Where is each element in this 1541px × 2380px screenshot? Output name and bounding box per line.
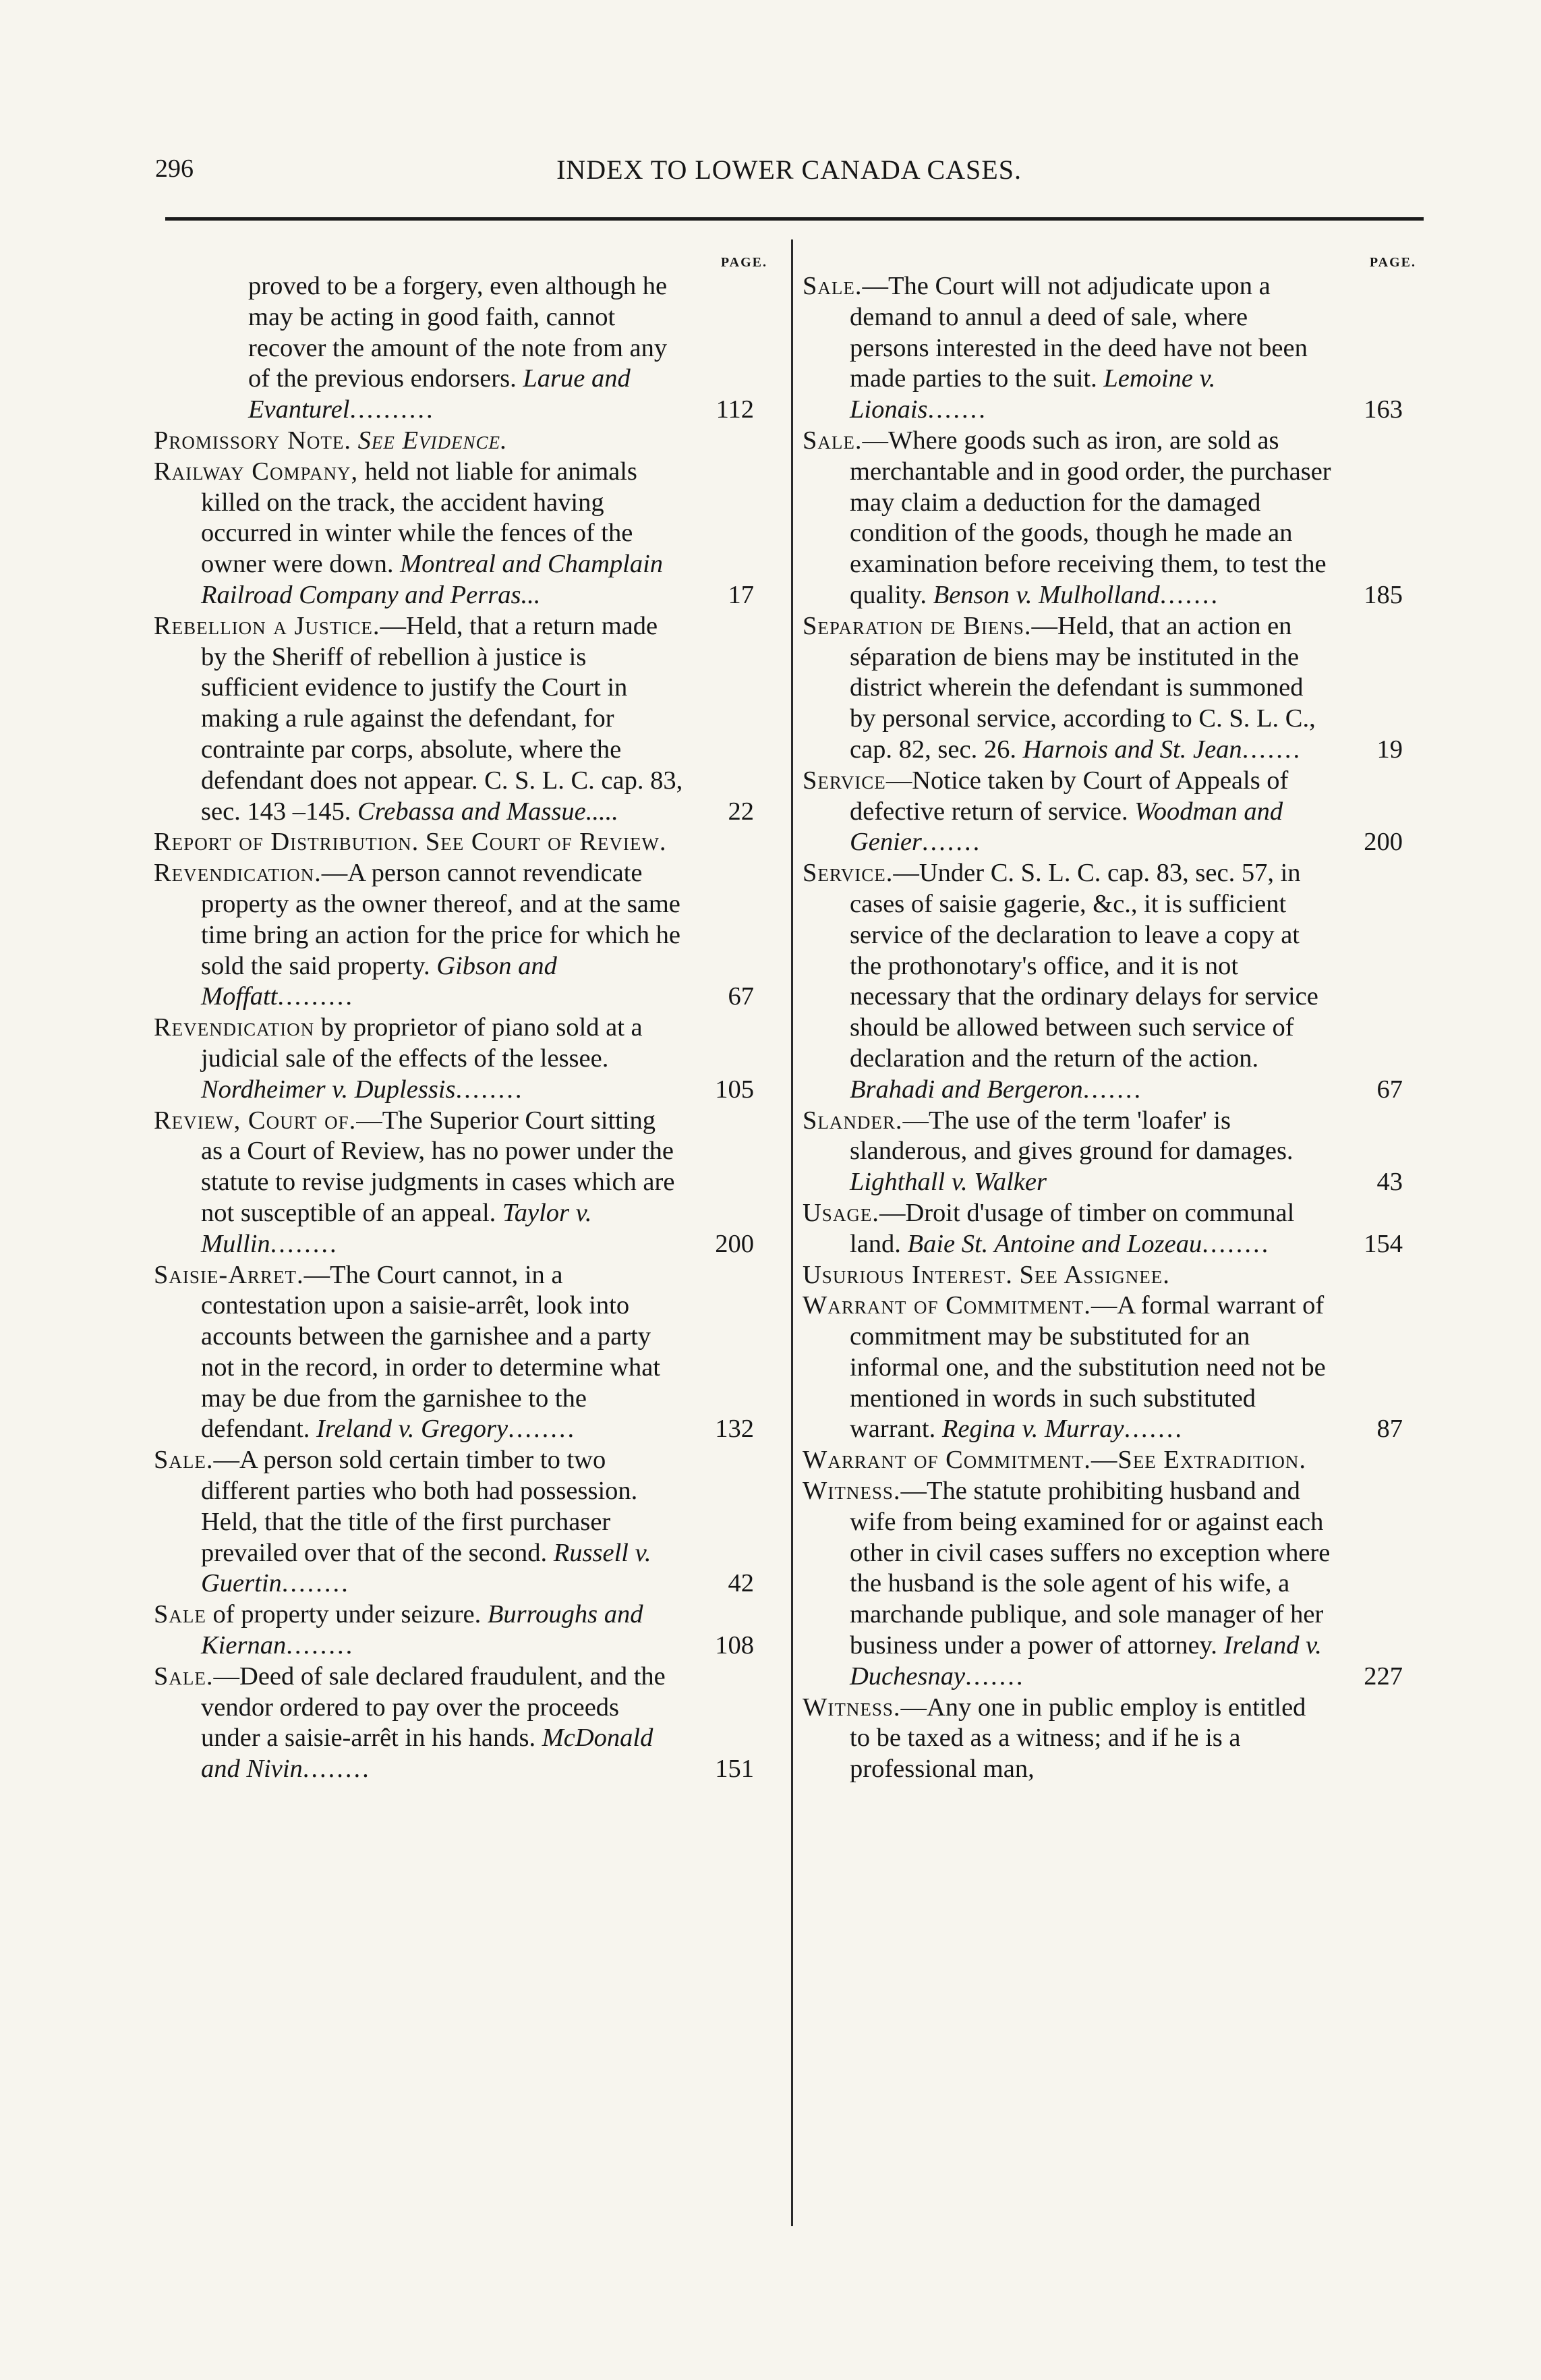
index-entry	[154, 457, 774, 611]
entry-case: Regina v. Murray	[941, 1415, 1124, 1444]
column-divider	[791, 239, 793, 2226]
entry-page-ref: 132	[715, 1415, 754, 1444]
index-entry: Witness.—The statute prohibiting husband and wife from being examined for or against each other in civil cases suffers no exception where the husband is the sole agent of his wife, a marchande publique, and sole manager of her business under a power of attorney. Ireland v. Duchesnay....... 227	[803, 1476, 1423, 1693]
entry-heading: Warrant of Commitment.	[803, 1446, 1091, 1475]
entry-text: —The Superior Court sitting as a Court of Review, has no power under the statute to revise judgments in cases which are not susceptible of an appeal.	[201, 1106, 675, 1227]
entry-text: of property under seizure.	[212, 1600, 482, 1629]
entry-text: —The Court will not adjudicate upon a demand to annul a deed of sale, where persons interested in the deed have not been made parties to the suit.	[850, 272, 1308, 393]
entry-page-ref: 105	[715, 1075, 754, 1104]
right-column	[803, 255, 1423, 1785]
entry-case: Ireland v. Duchesnay	[850, 1631, 1322, 1691]
entry-text: —Droit d'usage of timber on communal land.	[850, 1198, 1295, 1258]
entry-heading: Promissory Note.	[154, 426, 352, 455]
entry-heading: Rebellion a Justice.	[154, 611, 380, 640]
entry-case: McDonald and Nivin	[201, 1724, 653, 1784]
entry-heading: Witness.	[803, 1693, 901, 1722]
entry-text: —A person sold certain timber to two different parties who both had possession. Held, that the title of the first purchaser prevailed over that of the second.	[201, 1446, 638, 1567]
entry-case: Woodman and Genier	[850, 797, 1283, 857]
index-entry: Sale.—Deed of sale declared fraudulent, and the vendor ordered to pay over the proceeds under a saisie-arrêt in his hands. McDonald and Nivin........ 151	[154, 1662, 774, 1785]
entry-text: —Deed of sale declared fraudulent, and the vendor ordered to pay over the proceeds under a saisie-arrêt in his hands.	[201, 1662, 666, 1753]
entry-text: —See Extradition.	[1091, 1446, 1307, 1475]
entry-text: —A formal warrant of commitment may be substituted for an informal one, and the substitution need not be mentioned in words in such substituted warrant.	[850, 1291, 1326, 1444]
entry-page-ref: 112	[716, 395, 754, 424]
entry-text: —Held, that a return made by the Sheriff of rebellion à justice is sufficient evidence to justify the Court in making a rule against the defendant, for contrainte par corps, absolute, where the defendant does not appear. C. S. L. C. cap. 83, sec. 143 –145.	[201, 611, 683, 826]
index-entry	[803, 1693, 1423, 1785]
entry-heading: Saisie-Arret.	[154, 1260, 304, 1289]
entry-case: Nordheimer v. Duplessis	[201, 1075, 456, 1104]
entry-heading: Sale.	[803, 272, 863, 300]
entry-case: Montreal and Champlain Railroad Company and Perras...	[201, 550, 664, 609]
entry-case: Benson v. Mulholland	[933, 580, 1160, 609]
index-entry: Saisie-Arret.—The Court cannot, in a contestation upon a saisie-arrêt, look into accounts between the garnishee and a party not in the record, in order to determine what may be due from the garnishee to the defendant. Ireland v. Gregory........ 132	[154, 1260, 774, 1446]
entry-heading: Sale	[154, 1600, 206, 1629]
index-entry: Separation de Biens.—Held, that an action en séparation de biens may be instituted in the district wherein the defendant is summoned by personal service, according to C. S. L. C., cap. 82, sec. 26. Harnois and St. Jean....... 19	[803, 611, 1423, 766]
index-entry	[803, 1260, 1423, 1291]
entry-case: Taylor v. Mullin	[201, 1198, 592, 1258]
entry-heading: Usurious Interest.	[803, 1260, 1013, 1289]
index-entry: Revendication.—A person cannot revendicate property as the owner thereof, and at the same time bring an action for the price for which he sold the said property. Gibson and Moffatt......... 67	[154, 858, 774, 1013]
entry-page-ref: 19	[1376, 735, 1403, 764]
entry-case: Burroughs and Kiernan	[201, 1600, 643, 1660]
entry-heading: Usage.	[803, 1198, 879, 1227]
running-title: INDEX TO LOWER CANADA CASES.	[556, 154, 1022, 185]
index-entry: Revendication by proprietor of piano sold at a judicial sale of the effects of the lessee. Nordheimer v. Duplessis........ 105	[154, 1013, 774, 1105]
entry-page-ref: 200	[1364, 828, 1403, 857]
index-entry: Review, Court of.—The Superior Court sitting as a Court of Review, has no power under the statute to revise judgments in cases which are not susceptible of an appeal. Taylor v. Mullin........ 200	[154, 1106, 774, 1260]
entry-heading: Service	[803, 766, 886, 795]
entry-page-ref: 17	[728, 580, 754, 609]
entry-case: Harnois and St. Jean	[1022, 735, 1242, 764]
page-number: 296	[155, 154, 194, 183]
entry-text: —Notice taken by Court of Appeals of defective return of service.	[850, 766, 1289, 826]
entry-text: See Court of Review.	[425, 828, 667, 857]
entry-page-ref: 43	[1376, 1168, 1403, 1197]
entry-text: —The use of the term 'loafer' is slanderous, and gives ground for damages.	[850, 1106, 1293, 1166]
entry-text: —Any one in public employ is entitled to be taxed as a witness; and if he is a professional man,	[850, 1693, 1306, 1784]
entry-page-ref: 67	[728, 982, 754, 1011]
entry-case: Gibson and Moffatt	[201, 951, 557, 1011]
entry-page-ref: 67	[1376, 1075, 1403, 1104]
entry-heading: Sale.	[803, 426, 863, 455]
page-header	[155, 154, 1423, 197]
index-entry: Sale.—A person sold certain timber to two different parties who both had possession. Held, that the title of the first purchaser prevailed over that of the second. Russell v. Guertin........ 42	[154, 1445, 774, 1599]
entry-heading: Separation de Biens.	[803, 611, 1032, 640]
entry-heading: Railway Company,	[154, 457, 359, 486]
entry-text: —Under C. S. L. C. cap. 83, sec. 57, in cases of saisie gagerie, &c., it is sufficient service of the declaration to leave a copy at the prothonotary's office, and it is not necessary that the ordinary delays for service should be allowed between such service of declaration and the return of the action.	[850, 859, 1318, 1073]
entry-page-ref: 151	[715, 1755, 754, 1784]
index-entry: Service.—Under C. S. L. C. cap. 83, sec. 57, in cases of saisie gagerie, &c., it is sufficient service of the declaration to leave a copy at the prothonotary's office, and it is not necessary that the ordinary delays for service should be allowed between such service of declaration and the return of the action. Brahadi and Bergeron....... 67	[803, 858, 1423, 1105]
entry-heading: Warrant of Commitment.	[803, 1291, 1091, 1320]
header-rule	[165, 217, 1424, 221]
entry-page-ref: 154	[1364, 1229, 1403, 1258]
entry-page-ref: 200	[715, 1229, 754, 1258]
entry-text: proved to be a forgery, even although he may be acting in good faith, cannot recover the amount of the note from any of the previous endorsers.	[248, 272, 668, 393]
entry-text: held not liable for animals killed on the track, the accident having occurred in winter while the fences of the owner were down.	[201, 457, 637, 579]
index-entry: Service—Notice taken by Court of Appeals of defective return of service. Woodman and Genier....... 200	[803, 766, 1423, 858]
entry-text: See Assignee.	[1019, 1260, 1170, 1289]
index-entry	[154, 611, 774, 828]
entry-heading: Revendication.	[154, 859, 322, 888]
entry-heading: Sale.	[154, 1662, 214, 1691]
index-entry: Sale.—The Court will not adjudicate upon a demand to annul a deed of sale, where persons interested in the deed have not been made parties to the suit. Lemoine v. Lionais....... 163	[803, 271, 1423, 426]
entry-case: Russell v. Guertin	[201, 1538, 651, 1598]
index-entry: proved to be a forgery, even although he may be acting in good faith, cannot recover the amount of the note from any of the previous endorsers. Larue and Evanturel.......... 112	[154, 271, 774, 426]
entry-page-ref: 42	[728, 1569, 754, 1598]
entry-text: —The statute prohibiting husband and wife from being examined for or against each other in civil cases suffers no exception where the husband is the sole agent of his wife, a marchande publique, and sole manager of her business under a power of attorney.	[850, 1477, 1331, 1660]
entry-heading: Service.	[803, 859, 894, 888]
index-entry	[154, 827, 774, 858]
entry-case: Crebassa and Massue.....	[357, 797, 618, 826]
entry-text: —The Court cannot, in a contestation upon a saisie-arrêt, look into accounts between the garnishee and a party not in the record, in order to determine what may be due from the garnishee to the defendant.	[201, 1260, 661, 1444]
index-entry	[803, 1445, 1423, 1476]
entry-case: Baie St. Antoine and Lozeau	[907, 1229, 1202, 1258]
entry-heading: Slander.	[803, 1106, 903, 1135]
index-entry: Usage.—Droit d'usage of timber on communal land. Baie St. Antoine and Lozeau........ 154	[803, 1198, 1423, 1260]
entry-case: Brahadi and Bergeron	[850, 1075, 1083, 1104]
entry-page-ref: 227	[1364, 1662, 1403, 1691]
entry-case: Ireland v. Gregory	[316, 1415, 508, 1444]
entry-case: Lemoine v. Lionais	[850, 364, 1216, 424]
entry-text: —A person cannot revendicate property as the owner thereof, and at the same time bring an action for the price for which he sold the said property.	[201, 859, 680, 980]
index-entry	[154, 426, 774, 457]
entry-page-ref: 163	[1364, 395, 1403, 424]
index-entry: Sale.—Where goods such as iron, are sold as merchantable and in good order, the purchaser may claim a deduction for the damaged condition of the goods, though he made an examination before receiving them, to test the quality. Benson v. Mulholland....... 185	[803, 426, 1423, 611]
index-entry: Sale of property under seizure. Burroughs and Kiernan........ 108	[154, 1599, 774, 1662]
entry-page-ref: 185	[1364, 580, 1403, 609]
entry-case: Lighthall v. Walker	[850, 1168, 1047, 1197]
page-column-label: PAGE.	[1369, 255, 1416, 270]
entry-heading: Report of Distribution.	[154, 828, 419, 857]
entry-heading: Review, Court of.	[154, 1106, 357, 1135]
entry-text: See Evidence.	[357, 426, 508, 455]
entry-heading: Witness.	[803, 1477, 901, 1506]
entry-text: by proprietor of piano sold at a judicial sale of the effects of the lessee.	[201, 1013, 643, 1073]
entry-heading: Sale.	[154, 1446, 214, 1475]
entry-heading: Revendication	[154, 1013, 315, 1042]
entry-case: Larue and Evanturel	[248, 364, 631, 424]
index-entry: Warrant of Commitment.—A formal warrant of commitment may be substituted for an informal one, and the substitution need not be mentioned in words in such substituted warrant. Regina v. Murray....... 87	[803, 1291, 1423, 1445]
index-entry	[803, 1106, 1423, 1198]
left-column	[154, 255, 774, 1785]
entry-text: —Where goods such as iron, are sold as merchantable and in good order, the purchaser may claim a deduction for the damaged condition of the goods, though he made an examination before receiving them, to test the quality.	[850, 426, 1331, 609]
entry-text: —Held, that an action en séparation de biens may be instituted in the district wherein the defendant is summoned by personal service, according to C. S. L. C., cap. 82, sec. 26.	[850, 611, 1316, 764]
entry-page-ref: 108	[715, 1631, 754, 1660]
entry-page-ref: 87	[1376, 1415, 1403, 1444]
entry-page-ref: 22	[728, 797, 754, 826]
page-column-label: PAGE.	[720, 255, 767, 270]
